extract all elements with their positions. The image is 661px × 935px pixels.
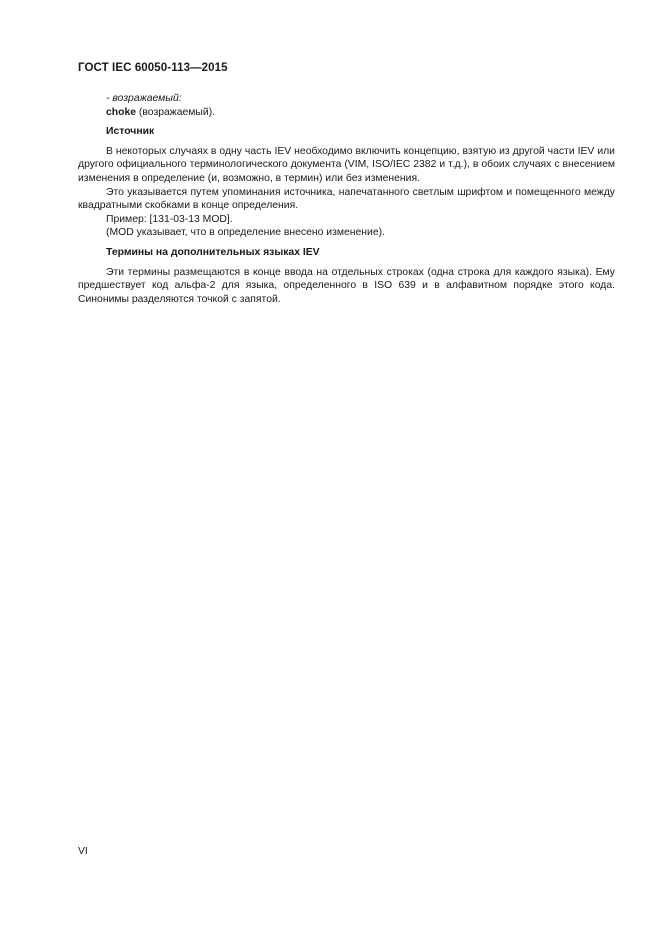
languages-paragraph: Эти термины размещаются в конце ввода на отдельных строках (одна строка для каждого языка). Ему предшествует код альфа-2 для языка, определенного в ISO 639 и в алфавитном порядке этого кода. Синонимы разделяются точкой с запятой.: [78, 266, 615, 305]
page-number: VI: [78, 846, 88, 857]
source-note-line: (MOD указывает, что в определение внесено изменение).: [106, 227, 385, 239]
source-example-line: Пример: [131-03-13 MOD].: [106, 213, 233, 225]
source-heading: Источник: [106, 126, 155, 138]
languages-heading: Термины на дополнительных языках IEV: [106, 246, 320, 258]
choke-term: choke: [106, 106, 137, 118]
source-paragraph-1: В некоторых случаях в одну часть IEV необходимо включить концепцию, взятую из другой части IEV или другого официального терминологического документа (VIM, ISO/IEC 2382 и т.д.), в обоих случаях с внесением изменения в определение (и, возможно, в термин) или без изменения.: [78, 145, 615, 184]
document-header: ГОСТ IEC 60050-113—2015: [78, 62, 228, 74]
choke-note: (возражаемый).: [136, 106, 216, 118]
example-term-line: - возражаемый:: [106, 93, 182, 104]
example-choke-line: [78, 106, 615, 120]
source-paragraph-2: Это указывается путем упоминания источника, напечатанного светлым шрифтом и помещенного между квадратными скобками в конце определения.: [78, 186, 615, 212]
page-body: [78, 92, 615, 306]
